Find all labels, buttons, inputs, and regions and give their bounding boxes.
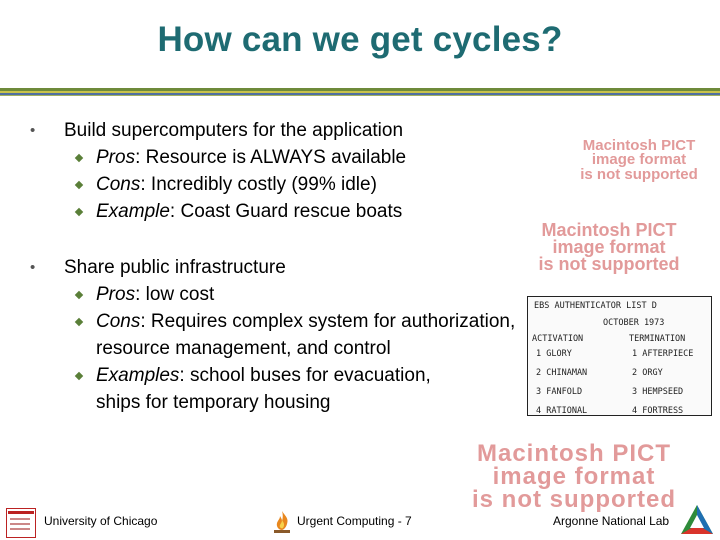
- placeholder-line: image format: [492, 462, 656, 490]
- bullet-text: Share public infrastructure: [64, 257, 286, 278]
- sub-bullet-text: : Coast Guard rescue boats: [169, 201, 403, 222]
- sub-bullet-continuation: resource management, and control: [96, 338, 391, 359]
- sub-bullet-item: [30, 198, 630, 225]
- ebs-list-title: EBS AUTHENTICATOR LIST D: [534, 301, 657, 311]
- sub-bullet-text: : Incredibly costly (99% idle): [140, 174, 377, 195]
- footer-center: Urgent Computing - 7: [297, 514, 412, 528]
- diamond-bullet-icon: [75, 318, 83, 326]
- ebs-activation-code: 2 CHINAMAN: [536, 368, 588, 378]
- ebs-termination-code: 1 AFTERPIECE: [632, 349, 694, 359]
- sub-bullet-label: Example: [96, 201, 170, 222]
- sub-bullet-label: Pros: [96, 284, 136, 305]
- sub-bullet-item: [30, 171, 630, 198]
- unsupported-image-placeholder: [566, 139, 712, 182]
- sub-bullet-continuation: ships for temporary housing: [96, 392, 331, 413]
- slide-title: How can we get cycles?: [157, 20, 563, 59]
- placeholder-line: is not supported: [580, 165, 698, 183]
- unsupported-image-placeholder: [508, 222, 710, 273]
- diamond-bullet-icon: [75, 181, 83, 189]
- ebs-list-date: OCTOBER 1973: [603, 318, 665, 328]
- sub-bullet-label: Cons: [96, 174, 141, 195]
- footer-left: University of Chicago: [44, 514, 158, 528]
- sub-bullet-item: [30, 144, 630, 171]
- ebs-activation-code: 3 FANFOLD: [536, 387, 583, 397]
- unsupported-image-placeholder: [428, 440, 720, 513]
- ebs-authenticator-image: [527, 296, 712, 416]
- diamond-bullet-icon: [75, 291, 83, 299]
- diamond-bullet-icon: [75, 208, 83, 216]
- bullet-text: Build supercomputers for the application: [64, 120, 404, 141]
- ebs-termination-code: 3 HEMPSEED: [632, 387, 684, 397]
- sub-bullet-text: : Resource is ALWAYS available: [135, 147, 407, 168]
- placeholder-line: is not supported: [472, 485, 676, 513]
- diamond-bullet-icon: [75, 154, 83, 162]
- bullet-dot-icon: •: [30, 122, 36, 139]
- ebs-activation-code: 1 GLORY: [536, 349, 572, 359]
- title-divider: [0, 95, 720, 96]
- bullet-dot-icon: •: [30, 259, 36, 276]
- placeholder-line: Macintosh PICT: [541, 220, 677, 240]
- diamond-bullet-icon: [75, 372, 83, 380]
- footer-right: Argonne National Lab: [553, 514, 670, 528]
- sub-bullet-label: Examples: [96, 365, 180, 386]
- university-logo-icon: [6, 508, 36, 538]
- placeholder-line: image format: [591, 151, 687, 169]
- bullet-item: [30, 117, 630, 144]
- placeholder-line: Macintosh PICT: [582, 137, 696, 154]
- ebs-col-activation: ACTIVATION: [532, 334, 584, 344]
- sub-bullet-text: : low cost: [135, 284, 215, 305]
- ebs-activation-code: 4 RATIONAL: [536, 406, 588, 416]
- argonne-logo-icon: [679, 503, 715, 537]
- sub-bullet-text: : school buses for evacuation,: [179, 365, 431, 386]
- sub-bullet-text: : Requires complex system for authorization,: [140, 311, 516, 332]
- ebs-col-termination: TERMINATION: [629, 334, 686, 344]
- ebs-termination-code: 2 ORGY: [632, 368, 663, 378]
- sub-bullet-label: Pros: [96, 147, 136, 168]
- placeholder-line: Macintosh PICT: [476, 440, 671, 467]
- placeholder-line: image format: [552, 237, 666, 258]
- flame-logo-icon: [271, 510, 293, 534]
- placeholder-line: is not supported: [538, 254, 680, 275]
- sub-bullet-label: Cons: [96, 311, 141, 332]
- ebs-termination-code: 4 FORTRESS: [632, 406, 684, 416]
